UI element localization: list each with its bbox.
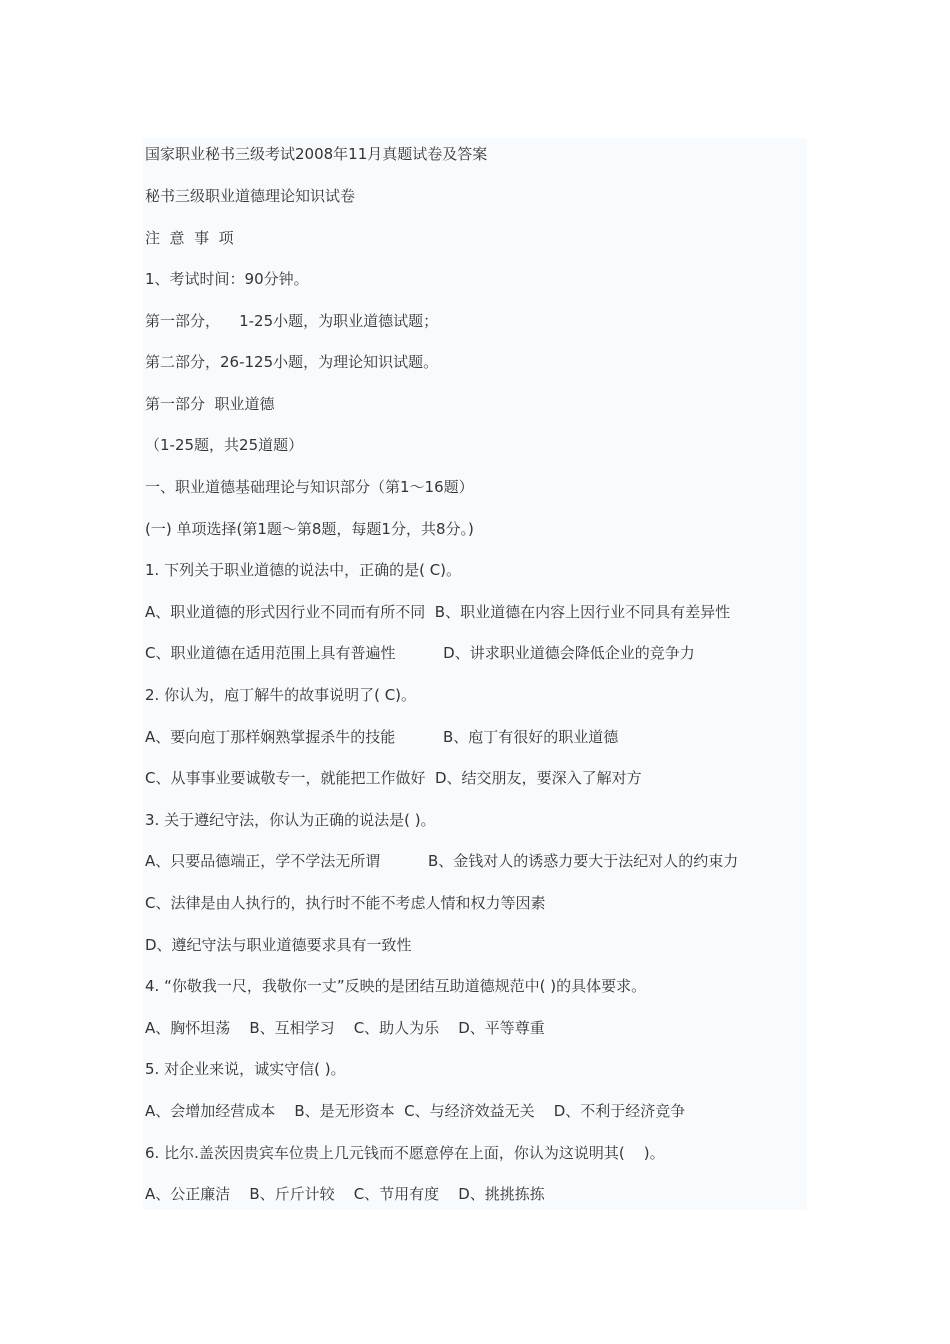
document-subtitle: 秘书三级职业道德理论知识试卷	[145, 187, 356, 205]
question-group-heading: (一) 单项选择(第1题～第8题，每题1分，共8分。)	[145, 520, 474, 538]
answer-options: A、要向庖丁那样娴熟掌握杀牛的技能 B、庖丁有很好的职业道德	[145, 728, 619, 746]
answer-options: C、从事事业要诚敬专一，就能把工作做好 D、结交朋友，要深入了解对方	[145, 769, 642, 787]
answer-options: A、会增加经营成本 B、是无形资本 C、与经济效益无关 D、不利于经济竞争	[145, 1102, 686, 1120]
notice-line: 第二部分，26-125小题，为理论知识试题。	[145, 353, 439, 371]
question-text: 4. “你敬我一尺，我敬你一丈”反映的是团结互助道德规范中( )的具体要求。	[145, 977, 647, 995]
answer-options: D、遵纪守法与职业道德要求具有一致性	[145, 936, 412, 954]
question-text: 6. 比尔.盖茨因贵宾车位贵上几元钱而不愿意停在上面，你认为这说明其( )。	[145, 1144, 665, 1162]
answer-options: A、只要品德端正，学不学法无所谓 B、金钱对人的诱惑力要大于法纪对人的约束力	[145, 852, 739, 870]
section-heading: 第一部分 职业道德	[145, 395, 275, 413]
question-text: 1. 下列关于职业道德的说法中，正确的是( C)。	[145, 561, 462, 579]
document-body	[143, 138, 807, 1210]
answer-options: C、法律是由人执行的，执行时不能不考虑人情和权力等因素	[145, 894, 546, 912]
answer-options: A、胸怀坦荡 B、互相学习 C、助人为乐 D、平等尊重	[145, 1019, 545, 1037]
notice-heading: 注 意 事 项	[145, 229, 234, 247]
question-text: 3. 关于遵纪守法，你认为正确的说法是( )。	[145, 811, 436, 829]
notice-line: 1、考试时间：90分钟。	[145, 270, 309, 288]
answer-options: A、职业道德的形式因行业不同而有所不同 B、职业道德在内容上因行业不同具有差异性	[145, 603, 731, 621]
document-title: 国家职业秘书三级考试2008年11月真题试卷及答案	[145, 145, 488, 163]
answer-options: C、职业道德在适用范围上具有普遍性 D、讲求职业道德会降低企业的竞争力	[145, 644, 695, 662]
answer-options: A、公正廉洁 B、斤斤计较 C、节用有度 D、挑挑拣拣	[145, 1185, 545, 1203]
notice-line: 第一部分， 1-25小题，为职业道德试题；	[145, 312, 439, 330]
question-text: 5. 对企业来说，诚实守信( )。	[145, 1060, 346, 1078]
question-text: 2. 你认为，庖丁解牛的故事说明了( C)。	[145, 686, 417, 704]
part-heading: 一、职业道德基础理论与知识部分（第1～16题）	[145, 478, 474, 496]
section-subheading: （1-25题，共25道题）	[145, 436, 304, 454]
